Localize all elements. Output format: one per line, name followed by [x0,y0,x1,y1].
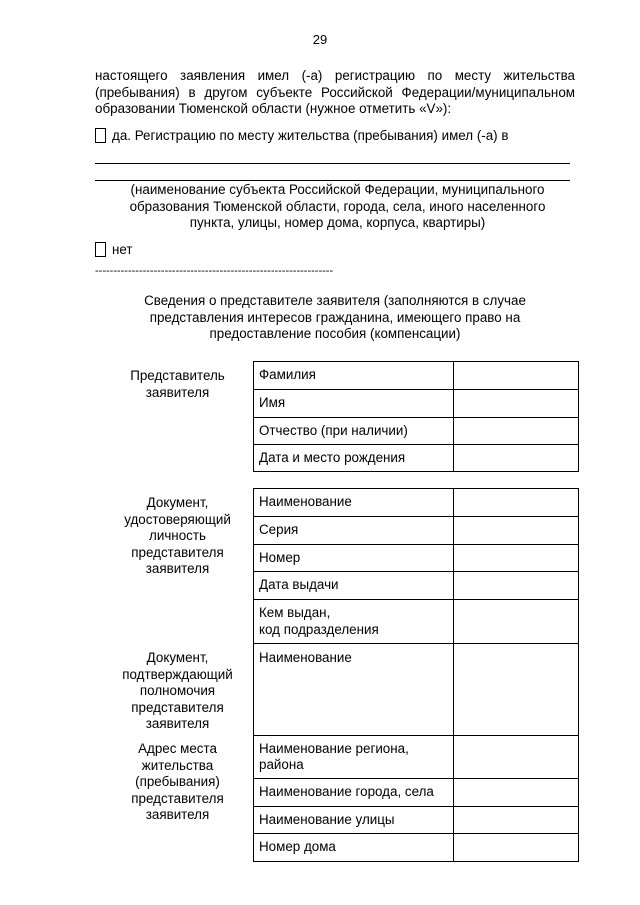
table-row [254,572,579,600]
field-value[interactable] [454,517,579,545]
field-value[interactable] [454,390,579,418]
intro-line: настоящего заявления имел (-а) регистрацию по месту жительства [95,68,575,83]
section-title [120,293,550,343]
field-label: Наименование [254,644,454,736]
intro-paragraph [95,68,575,118]
field-label: Номер дома [254,834,454,862]
group-label-line: жительства [141,757,214,773]
field-value[interactable] [454,834,579,862]
separator-line: ----------------------------------------------------------------- [95,265,334,277]
group-label-line: представителя [131,699,224,715]
table-row [254,779,579,807]
field-label-line: района [259,757,304,772]
group-label-line: Документ, [146,495,209,510]
group-label-line: представителя [131,790,224,806]
section-title-line: предоставление пособия (компенсации) [209,326,461,341]
group-label-line: заявителя [145,807,210,822]
field-label-line: Наименование региона, [259,740,409,756]
group-label-line: полномочия [139,683,216,698]
field-label: Имя [254,390,454,418]
field-label: Наименование города, села [254,779,454,807]
group-label-line: Документ, [146,650,209,665]
field-label: Наименование [254,489,454,517]
caption-line: образования Тюменской области, города, села, иного населенного [129,198,546,214]
table-row [254,517,579,545]
field-label: Дата и место рождения [254,445,454,472]
field-value[interactable] [454,545,579,572]
field-value[interactable] [454,362,579,390]
group-label-identity-document [100,495,255,578]
table-row [254,736,579,779]
group-label-line: (пребывания) [135,774,220,789]
group-label-line: заявителя [145,384,210,400]
field-label: Фамилия [254,362,454,390]
section-title-line: Сведения о представителе заявителя (заполняются в случае [144,293,526,308]
field-label-line: Кем выдан, [259,605,331,620]
table-row [254,545,579,572]
field-label [254,600,454,644]
field-value[interactable] [454,489,579,517]
group-label-line: Представитель [130,368,225,383]
representative-table [253,361,579,472]
group-label-line: заявителя [145,561,210,576]
table-row [254,834,579,862]
option-yes-label: да. Регистрацию по месту жительства (пребывания) имел (-а) в [112,128,509,143]
table-row [254,489,579,517]
section-title-line: представления интересов гражданина, имеющего право на [149,309,521,325]
field-value[interactable] [454,418,579,445]
field-value[interactable] [454,572,579,600]
intro-line: (пребывания) в другом субъекте Российской Федерации/муниципальном [95,84,575,100]
field-label: Дата выдачи [254,572,454,600]
field-label: Серия [254,517,454,545]
intro-line: образовании Тюменской области (нужное отметить «V»): [95,101,452,116]
field-value[interactable] [454,807,579,834]
checkbox-no[interactable] [95,242,106,257]
field-label: Номер [254,545,454,572]
field-value[interactable] [454,445,579,472]
group-label-line: личность [149,528,206,543]
field-value[interactable] [454,600,579,644]
table-row [254,445,579,472]
field-label: Отчество (при наличии) [254,418,454,445]
option-no-label: нет [112,242,133,257]
field-label [254,736,454,779]
page-number: 29 [312,32,328,47]
group-label-line: представителя [131,544,224,560]
field-label-line: код подразделения [259,621,379,637]
fill-line-1[interactable] [95,163,570,164]
table-row [254,390,579,418]
group-label-line: заявителя [145,716,210,731]
option-no[interactable] [95,242,133,257]
group-label-authority-document [100,650,255,733]
address-caption [110,182,565,232]
fill-line-2[interactable] [95,180,570,181]
field-label: Наименование улицы [254,807,454,834]
documents-address-table [253,488,579,862]
group-label-representative [100,368,255,401]
caption-line: пункта, улицы, номер дома, корпуса, квартиры) [189,215,486,230]
caption-line: (наименование субъекта Российской Федерации, муниципального [130,182,545,197]
table-row [254,418,579,445]
group-label-line: подтверждающий [122,666,233,682]
table-row [254,362,579,390]
group-label-line: удостоверяющий [124,511,231,527]
table-row [254,600,579,644]
table-row [254,644,579,736]
table-row [254,807,579,834]
field-value[interactable] [454,779,579,807]
field-value[interactable] [454,736,579,779]
checkbox-yes[interactable] [95,128,106,143]
group-label-line: Адрес места [138,741,217,756]
field-value[interactable] [454,644,579,736]
group-label-residence-address [100,741,255,824]
option-yes[interactable] [95,128,508,143]
